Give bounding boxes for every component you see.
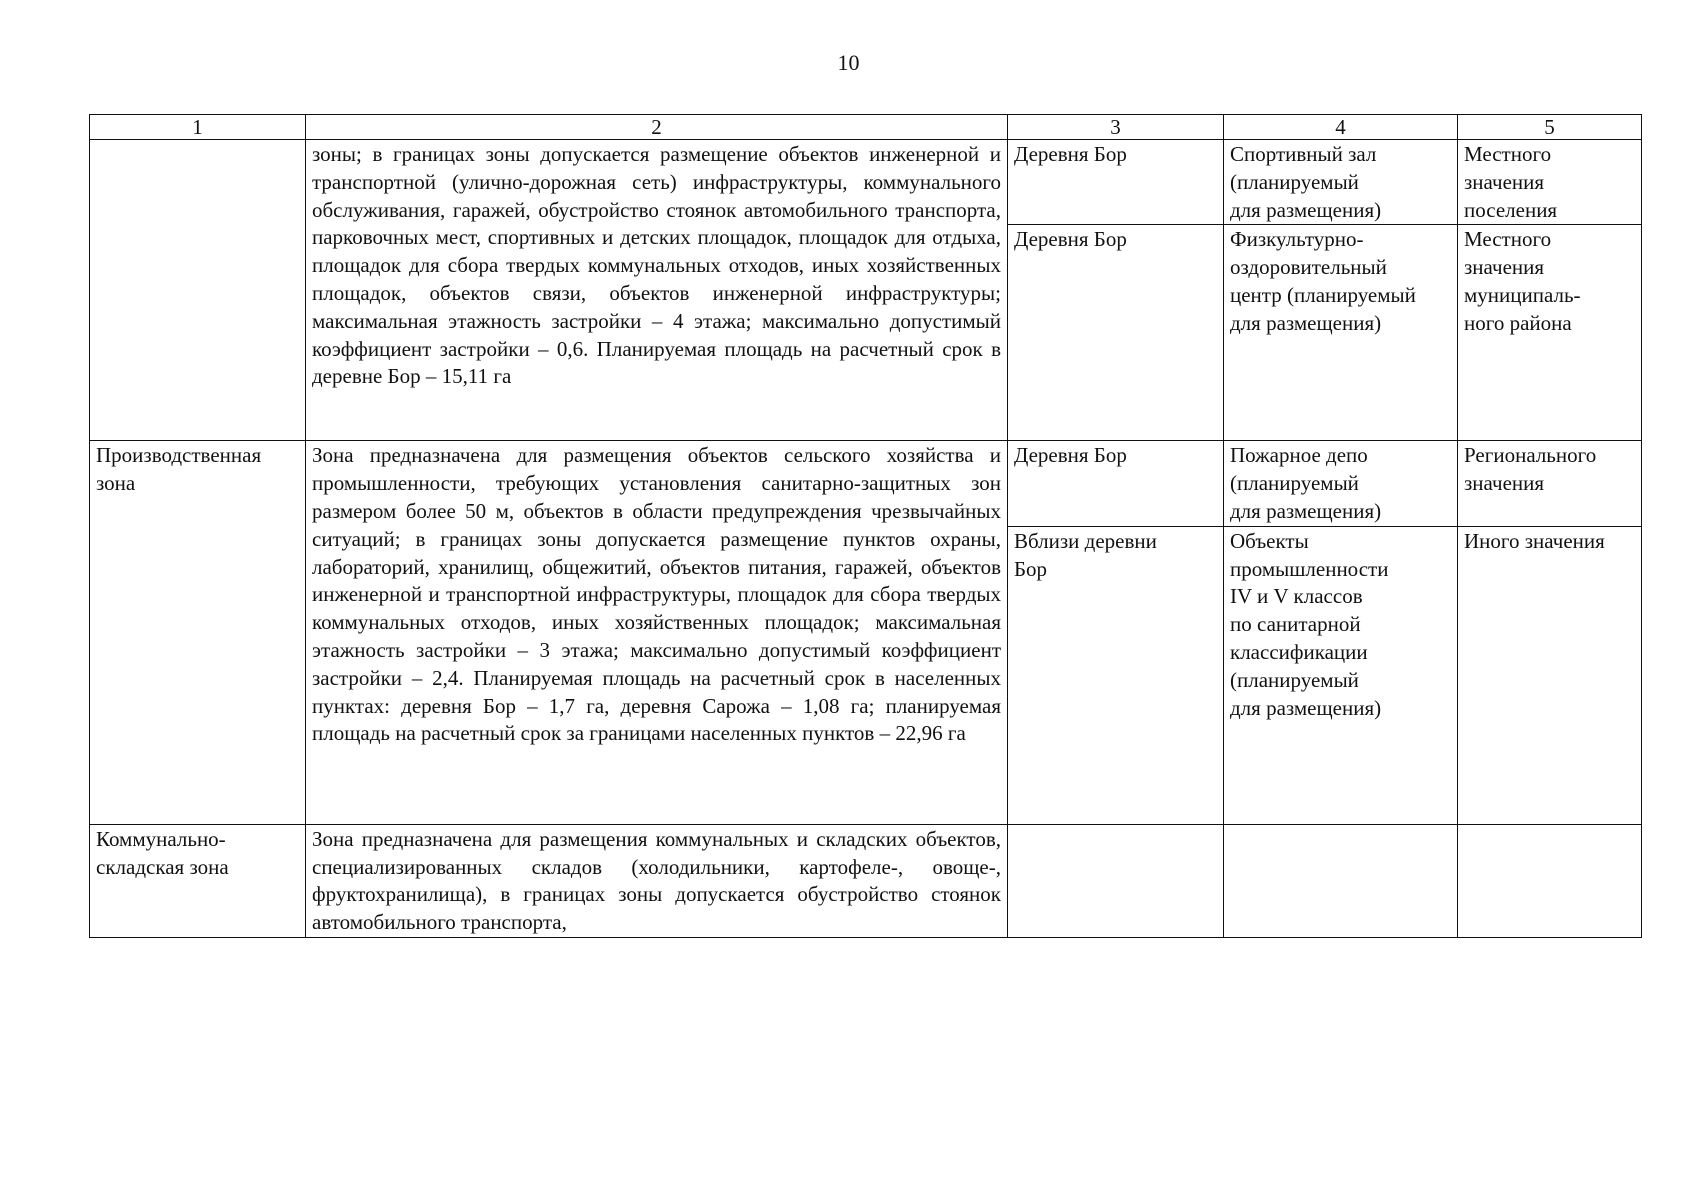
column-header-3: 3 xyxy=(1008,115,1224,140)
object-name-cell: Физкультурно- оздоровительный центр (планируемый для размещения) xyxy=(1224,225,1458,441)
object-name-cell: Спортивный зал (планируемый для размещения) xyxy=(1224,140,1458,225)
page-number: 10 xyxy=(837,50,860,75)
zone-description-cell: Зона предназначена для размещения коммунальных и складских объектов, специализированных складов (холодильники, картофеле-, овоще-, фруктохранилища), в границах зоны допускается обустройство стоянок автомобильного транспорта, xyxy=(306,824,1008,937)
object-significance-cell: Иного значения xyxy=(1458,526,1642,824)
object-name-cell: Объекты промышленности IV и V классов по санитарной классификации (планируемый для размещения) xyxy=(1224,526,1458,824)
object-name-cell xyxy=(1224,824,1458,937)
table-row xyxy=(90,824,1642,937)
object-significance-cell: Местного значения муниципаль- ного района xyxy=(1458,225,1642,441)
header-row xyxy=(90,115,1642,140)
zone-description-cell: Зона предназначена для размещения объектов сельского хозяйства и промышленности, требующих установления санитарно-защитных зон размером более 50 м, объектов в области предупреждения чрезвычайных ситуаций; в границах зоны допускается размещение пунктов охраны, лабораторий, хранилищ, общежитий, объектов питания, гаражей, объектов инженерной и транспортной инфраструктуры, площадок для сбора твердых коммунальных отходов, иных хозяйственных площадок; максимальная этажность застройки – 3 этажа; максимально допустимый коэффициент застройки – 2,4. Планируемая площадь на расчетный срок в населенных пунктах: деревня Бор – 1,7 га, деревня Сарожа – 1,08 га; планируемая площадь на расчетный срок за границами населенных пунктов – 22,96 га xyxy=(306,441,1008,824)
object-significance-cell: Местного значения поселения xyxy=(1458,140,1642,225)
zone-name-cell xyxy=(90,140,306,441)
object-significance-cell: Регионального значения xyxy=(1458,441,1642,526)
object-name-cell: Пожарное депо (планируемый для размещения) xyxy=(1224,441,1458,526)
object-location-cell: Деревня Бор xyxy=(1008,225,1224,441)
table-row xyxy=(90,140,1642,225)
table-row xyxy=(90,441,1642,526)
zone-name-cell: Производственная зона xyxy=(90,441,306,824)
column-header-2: 2 xyxy=(306,115,1008,140)
zones-table xyxy=(89,114,1642,938)
column-header-1: 1 xyxy=(90,115,306,140)
column-header-5: 5 xyxy=(1458,115,1642,140)
zone-description-cell: зоны; в границах зоны допускается размещение объектов инженерной и транспортной (улично-дорожная сеть) инфраструктуры, коммунального обслуживания, гаражей, обустройство стоянок автомобильного транспорта, парковочных мест, спортивных и детских площадок, площадок для отдыха, площадок для сбора твердых коммунальных отходов, иных хозяйственных площадок, объектов связи, объектов инженерной инфраструктуры; максимальная этажность застройки – 4 этажа; максимально допустимый коэффициент застройки – 0,6. Планируемая площадь на расчетный срок в деревне Бор – 15,11 га xyxy=(306,140,1008,441)
object-location-cell: Деревня Бор xyxy=(1008,140,1224,225)
object-location-cell xyxy=(1008,824,1224,937)
object-significance-cell xyxy=(1458,824,1642,937)
zone-name-cell: Коммунально- складская зона xyxy=(90,824,306,937)
column-header-4: 4 xyxy=(1224,115,1458,140)
object-location-cell: Вблизи деревни Бор xyxy=(1008,526,1224,824)
object-location-cell: Деревня Бор xyxy=(1008,441,1224,526)
